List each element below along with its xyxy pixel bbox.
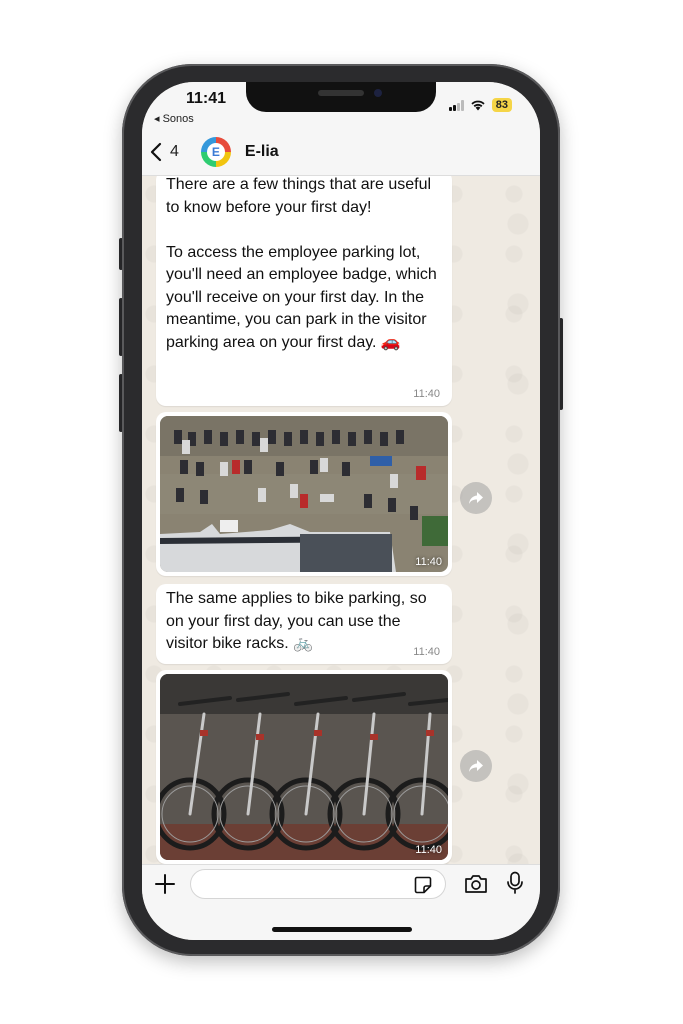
status-time: 11:41 bbox=[186, 90, 227, 107]
cellular-signal-icon bbox=[449, 100, 464, 111]
chat-area[interactable] bbox=[142, 176, 540, 864]
status-indicators bbox=[449, 98, 512, 112]
earpiece-speaker bbox=[318, 90, 364, 96]
message-text: The same applies to bike parking, so on your first day, you can use the visitor bike racks. 🚲 bbox=[166, 590, 432, 652]
microphone-icon[interactable] bbox=[506, 871, 524, 895]
forward-icon bbox=[468, 759, 484, 773]
battery-indicator: 83 bbox=[492, 98, 512, 112]
message-input-bar bbox=[142, 864, 540, 940]
chevron-left-icon bbox=[150, 142, 162, 162]
image-message[interactable] bbox=[156, 412, 452, 576]
forward-button[interactable] bbox=[460, 482, 492, 514]
forward-icon bbox=[468, 491, 484, 505]
avatar-letter: E bbox=[207, 143, 225, 161]
wifi-icon bbox=[470, 99, 486, 111]
bicycles-illustration bbox=[160, 674, 448, 860]
front-camera bbox=[374, 89, 382, 97]
message-timestamp: 11:40 bbox=[415, 844, 442, 856]
message-timestamp: 11:40 bbox=[413, 646, 440, 658]
contact-name[interactable]: E-lia bbox=[244, 143, 279, 160]
message-input[interactable] bbox=[190, 869, 446, 899]
back-to-app-link[interactable]: ◂ Sonos bbox=[154, 113, 194, 125]
message-text: There are a few things that are useful to know before your first day! To access the employee parking lot, you'll need an employee badge, which you'll receive on your first day. In the meantime, you can park in the visitor parking area on your first day. 🚗 bbox=[166, 176, 437, 351]
unread-count: 4 bbox=[170, 143, 179, 160]
message-bubble[interactable] bbox=[156, 584, 452, 664]
bicycles-row-photo[interactable] bbox=[160, 674, 448, 860]
back-button[interactable] bbox=[150, 142, 179, 162]
message-bubble[interactable] bbox=[156, 176, 452, 406]
message-timestamp: 11:40 bbox=[415, 556, 442, 568]
camera-icon[interactable] bbox=[464, 874, 488, 894]
parking-lot-illustration bbox=[160, 416, 448, 572]
message-timestamp: 11:40 bbox=[413, 388, 440, 400]
image-message[interactable] bbox=[156, 670, 452, 864]
plus-icon[interactable] bbox=[154, 873, 176, 895]
home-indicator[interactable] bbox=[272, 927, 412, 932]
sticker-icon[interactable] bbox=[414, 876, 432, 894]
contact-avatar[interactable] bbox=[201, 137, 231, 167]
parking-lot-aerial-photo[interactable] bbox=[160, 416, 448, 572]
forward-button[interactable] bbox=[460, 750, 492, 782]
phone-screen bbox=[142, 82, 540, 940]
chat-header bbox=[142, 132, 540, 172]
notch bbox=[246, 82, 436, 112]
